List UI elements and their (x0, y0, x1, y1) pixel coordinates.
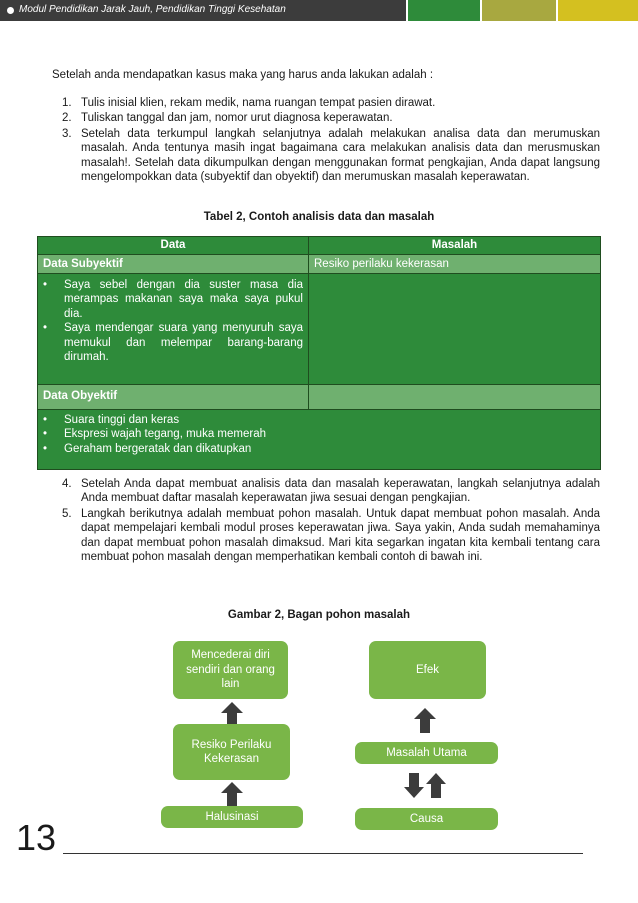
table-header-row (38, 237, 601, 255)
list-item: 1. Tulis inisial klien, rekam medik, nama ruangan tempat pasien dirawat. (62, 97, 436, 109)
cause-box-right: Causa (355, 808, 498, 830)
table-row (38, 385, 601, 410)
core-problem-box-left: Resiko Perilaku Kekerasan (173, 724, 290, 780)
list-item: • Geraham bergeratak dan dikatupkan (43, 442, 595, 456)
swap-arrows-icon (404, 773, 446, 798)
core-problem-box-right: Masalah Utama (355, 742, 498, 764)
list-item: • Suara tinggi dan keras (43, 413, 595, 427)
arrow-up-icon (221, 782, 243, 807)
list-item: • Saya sebel dengan dia suster masa dia merampas makanan saya maka saya pukul dia. (43, 278, 303, 321)
effect-box-left: Mencederai diri sendiri dan orang lain (173, 641, 288, 699)
list-item: 3. Setelah data terkumpul langkah selanjutnya adalah melakukan analisa data dan merumuskan masalah. Anda tentunya masih ingat bagaimana cara melakukan analisis data dan merusmuskan masalah!. Setelah data dikumpulkan dengan menggunakan format pengkajian, Anda dapat langsung mengelompokkan data (subyektif dan obyektif) dan merumuskan masalah keperawatan. (62, 127, 600, 184)
bullet-dot-icon (7, 7, 14, 14)
header-title: Modul Pendidikan Jarak Jauh, Pendidikan Tinggi Kesehatan (19, 4, 286, 15)
figure-title: Gambar 2, Bagan pohon masalah (227, 609, 411, 621)
page-number: 13 (16, 817, 57, 858)
table-row (38, 410, 601, 470)
objective-label: Data Obyektif (38, 385, 309, 410)
problem-cell: Resiko perilaku kekerasan (309, 255, 601, 274)
arrow-up-icon (414, 708, 436, 733)
header-olive-segment (482, 0, 556, 21)
header-green-segment (408, 0, 480, 21)
analysis-table (37, 236, 601, 470)
steps-list-top (62, 96, 600, 185)
cause-box-left: Halusinasi (161, 806, 303, 828)
subjective-label: Data Subyektif (38, 255, 309, 274)
list-item: 5. Langkah berikutnya adalah membuat pohon masalah. Untuk dapat membuat pohon masalah. Anda dapat mempelajari kembali modul proses keperawatan jiwa. Saya yakin, Anda sudah memahaminya dan dapat membuat pohon masalah dimaksud. Mari kita segarkan ingatan kita kembali tentang cara membuat pohon masalah dengan memperhatikan kembali contoh di bawah ini. (62, 507, 600, 564)
header-yellow-segment (558, 0, 638, 21)
effect-box-right: Efek (369, 641, 486, 699)
list-item: 2. Tuliskan tanggal dan jam, nomor urut diagnosa keperawatan. (62, 112, 393, 125)
intro-text: Setelah anda mendapatkan kasus maka yang harus anda lakukan adalah : (52, 69, 434, 81)
subjective-items-cell (38, 274, 309, 385)
list-item: • Ekspresi wajah tegang, muka memerah (43, 427, 595, 441)
header-cell-masalah: Masalah (309, 237, 601, 255)
table-row (38, 255, 601, 274)
table-row (38, 274, 601, 385)
empty-cell (309, 385, 601, 410)
header-cell-data: Data (38, 237, 309, 255)
footer-line (63, 853, 583, 854)
list-item: • Saya mendengar suara yang menyuruh saya memukul dan melempar barang-barang dirumah. (43, 321, 303, 364)
header-bar (0, 0, 638, 21)
empty-cell (309, 274, 601, 385)
list-item: 4. Setelah Anda dapat membuat analisis data dan masalah keperawatan, langkah selanjutnya adalah Anda membuat daftar masalah keperawatan jiwa sesuai dengan pengkajian. (62, 478, 600, 505)
objective-items-cell (38, 410, 601, 470)
steps-list-bottom (62, 477, 600, 565)
table-title: Tabel 2, Contoh analisis data dan masalah (203, 211, 435, 223)
